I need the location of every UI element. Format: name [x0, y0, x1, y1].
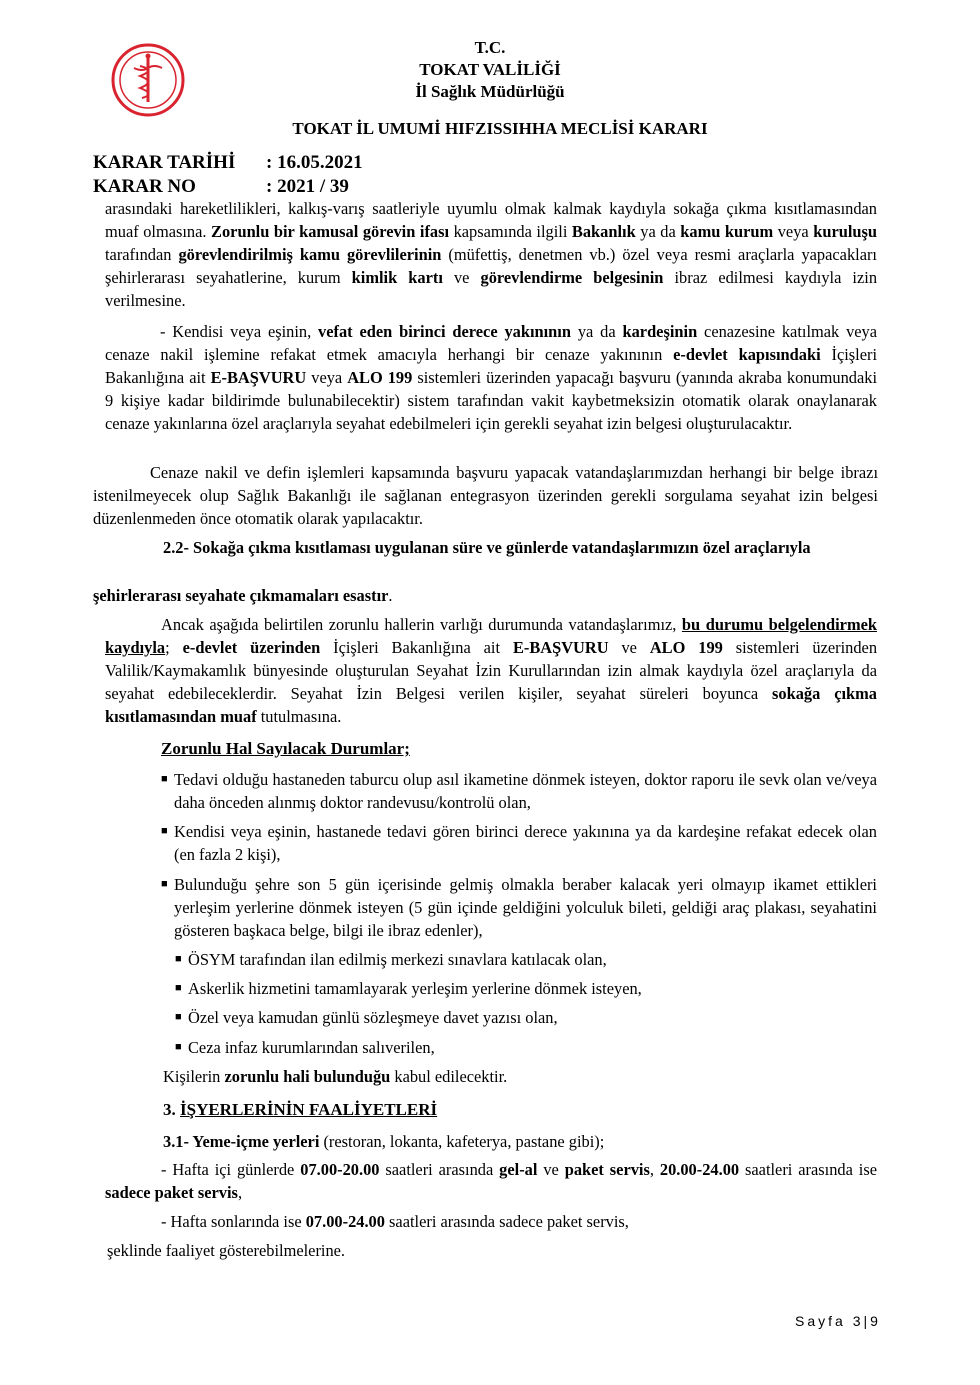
decision-number: [93, 176, 349, 198]
document-title: TOKAT İL UMUMİ HIFZISSIHHA MECLİSİ KARARI: [292, 119, 708, 138]
list-item: ■ Kendisi veya eşinin, hastanede tedavi gören birinci derece yakınına ya da kardeşine refakat edecek olan (en fazla 2 kişi),: [161, 822, 877, 864]
list-item: ■ Askerlik hizmetini tamamlayarak yerleşim yerlerine dönmek isteyen,: [175, 979, 642, 998]
paragraph-funeral: - Kendisi veya eşinin, vefat eden birinci derece yakınının ya da kardeşinin cenazesine katılmak veya cenaze nakil işlemine refakat etmek amacıyla herhangi bir cenaze yakınının e-devlet kapısındaki İçişleri Bakanlığına ait E-BAŞVURU veya ALO 199 sistemleri üzerinden yapacağı başvuru (yanında akraba konumundaki 9 kişiye kadar bildirimde bulunabilecektir) sistem tarafından vakit kaybetmeksizin otomatik olarak onaylanarak cenaze yakınlarına özel araçlarıyla seyahat edebilmeleri için gerekli seyahat izin belgesi oluşturulacaktır.: [105, 322, 878, 433]
decision-number-label: KARAR NO: [93, 176, 196, 197]
paragraph-travel-permit: Ancak aşağıda belirtilen zorunlu hallerin varlığı durumunda vatandaşlarımız, bu durumu belgelendirmek kaydıyla; e-devlet üzerinden İçişleri Bakanlığına ait E-BAŞVURU ve ALO 199 sistemleri üzerinden Valilik/Kaymakamlık bünyesinde oluşturulan Seyahat İzin Kurullarından izin almak kaydıyla özel araçlarıyla da seyahat edebileceklerdir. Seyahat İzin Belgesi verilen kişiler, seyahat süreleri boyunca sokağa çıkma kısıtlamasından muaf tutulmasına.: [105, 615, 878, 726]
list-item: ■ Tedavi olduğu hastaneden taburcu olup asıl ikametine dönmek isteyen, doktor raporu ile sevk olan ve/veya daha önceden alınmış doktor randevusu/kontrolü olan,: [161, 770, 877, 812]
bullet-icon: ■: [161, 878, 168, 890]
section-2-2-subheading: şehirlerarası seyahate çıkmamaları esastır.: [93, 586, 393, 605]
paragraph-weekends: - Hafta sonlarında ise 07.00-24.00 saatleri arasında sadece paket servis,: [161, 1212, 629, 1231]
list-item: ■ Özel veya kamudan günlü sözleşmeye davet yazısı olan,: [175, 1008, 558, 1027]
bullet-icon: ■: [175, 982, 182, 994]
section-3-heading: 3. İŞYERLERİNİN FAALİYETLERİ: [163, 1100, 438, 1119]
header-country: T.C.: [474, 38, 506, 57]
bullet-icon: ■: [161, 825, 168, 837]
bullet-icon: ■: [175, 953, 182, 965]
paragraph-public-duty: arasındaki hareketlilikleri, kalkış-varış saatleriyle uyumlu olmak kalmak kaydıyla sokağa çıkma kısıtlamasından muaf olmasına. Zorunlu bir kamusal görevin ifası kapsamında ilgili Bakanlık ya da kamu kurum veya kuruluşu tarafından görevlendirilmiş kamu görevlilerinin (müfettiş, denetmen vb.) özel veya resmi araçlarla yapacakları şehirlerarası seyahatlerine, kurum kimlik kartı ve görevlendirme belgesinin ibraz edilmesi kaydıyla izin verilmesine.: [105, 199, 878, 310]
page-number: Sayfa 3|9: [795, 1313, 881, 1329]
section-3-1-heading: 3.1- Yeme-içme yerleri (restoran, lokanta, kafeterya, pastane gibi);: [163, 1132, 605, 1151]
decision-number-value: : 2021 / 39: [266, 176, 349, 197]
list-item: ■ Bulunduğu şehre son 5 gün içerisinde gelmiş olmakla beraber kalacak yeri olmayıp ikamet ettikleri yerleşim yerlerine dönmek isteyen (5 gün içinde geldiğini yolculuk bileti, geldiği araç plakası, seyahatini gösteren başkaca belge, bilgi ile ibraz edenler),: [161, 875, 877, 940]
header-directorate: İl Sağlık Müdürlüğü: [415, 82, 565, 101]
header-governorship: TOKAT VALİLİĞİ: [419, 60, 561, 79]
paragraph-funeral-procedures: Cenaze nakil ve defin işlemleri kapsamında başvuru yapacak vatandaşlarımızdan herhangi bir belge ibrazı istenilmeyecek olup Sağlık Bakanlığı ile sağlanan entegrasyon üzerinden gerekli sorgulama seyahat izin belgesi düzenlenmeden önce otomatik olarak yapılacaktır.: [93, 463, 878, 528]
bullet-icon: ■: [175, 1011, 182, 1023]
paragraph-weekdays: - Hafta içi günlerde 07.00-20.00 saatleri arasında gel-al ve paket servis, 20.00-24.00 saatleri arasında ise sadece paket servis,: [105, 1160, 877, 1202]
bullet-icon: ■: [175, 1041, 182, 1053]
ministry-seal-logo: [110, 42, 186, 118]
bullet-icon: ■: [161, 773, 168, 785]
mandatory-cases-heading: Zorunlu Hal Sayılacak Durumlar;: [161, 739, 410, 758]
decision-date-label: KARAR TARİHİ: [93, 152, 236, 173]
list-item: ■ Ceza infaz kurumlarından salıverilen,: [175, 1038, 435, 1057]
section-2-2-heading: 2.2- Sokağa çıkma kısıtlaması uygulanan süre ve günlerde vatandaşlarımızın özel araçlarıyla: [163, 538, 811, 557]
mandatory-cases-conclusion: Kişilerin zorunlu hali bulunduğu kabul edilecektir.: [163, 1067, 508, 1086]
list-item: ■ ÖSYM tarafından ilan edilmiş merkezi sınavlara katılacak olan,: [175, 950, 607, 969]
paragraph-closing: şeklinde faaliyet gösterebilmelerine.: [107, 1241, 346, 1260]
decision-date: [93, 152, 363, 174]
decision-date-value: : 16.05.2021: [266, 152, 363, 173]
ministry-of-health-seal-icon: [110, 42, 186, 118]
